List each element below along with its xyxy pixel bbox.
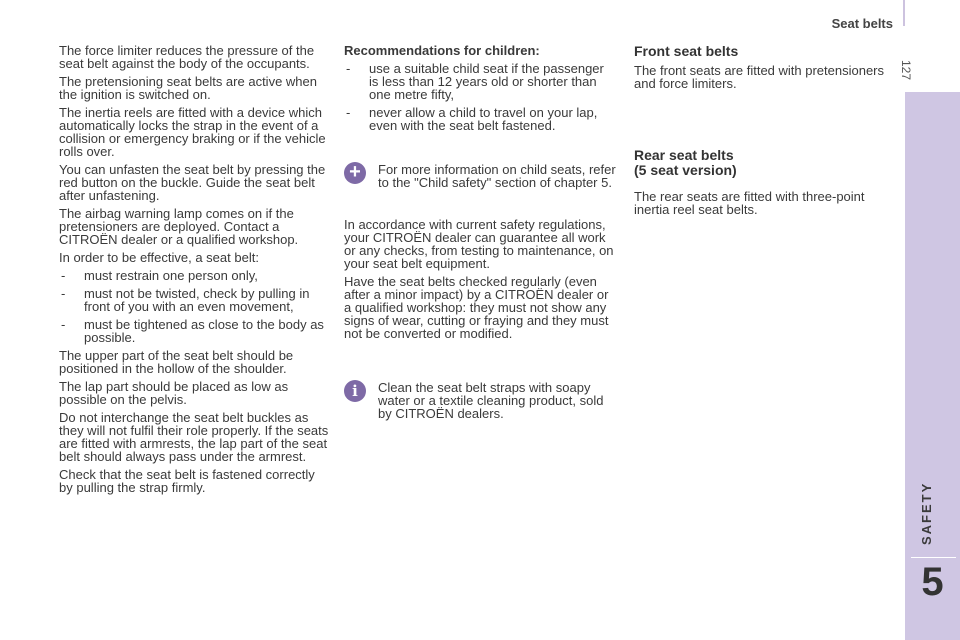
plus-icon: + (344, 162, 366, 184)
paragraph: The force limiter reduces the pressure of the seat belt against the body of the occupants. (59, 43, 315, 71)
middle-column (344, 44, 616, 420)
page-number: 127 (899, 60, 913, 81)
list-item: - must not be twisted, check by pulling in front of you with an even movement, (59, 287, 331, 313)
info-icon: i (344, 380, 366, 402)
chapter-label: SAFETY (919, 481, 934, 545)
front-seat-belts-heading: Front seat belts (634, 43, 739, 59)
paragraph: The airbag warning lamp comes on if the pretensioners are deployed. Contact a CITROËN dealer or a qualified workshop. (59, 206, 299, 247)
chapter-divider (911, 557, 956, 558)
recommendations-heading: Recommendations for children: (344, 43, 540, 58)
paragraph: You can unfasten the seat belt by pressing the red button on the buckle. Guide the seat belt after unfastening. (59, 162, 326, 203)
note-text: Clean the seat belt straps with soapy water or a textile cleaning product, sold by CITROËN dealers. (378, 380, 604, 421)
paragraph: In accordance with current safety regulations, your CITROËN dealer can guarantee all work or any checks, from testing to maintenance, on your seat belt equipment. (344, 217, 614, 271)
rear-seat-belts-heading (634, 148, 884, 178)
note-text: For more information on child seats, refer to the "Child safety" section of chapter 5. (378, 162, 616, 190)
heading-line: (5 seat version) (634, 162, 737, 178)
paragraph: In order to be effective, a seat belt: (59, 250, 259, 265)
paragraph: Check that the seat belt is fastened correctly by pulling the strap firmly. (59, 467, 315, 495)
header-divider (903, 0, 905, 26)
paragraph: Have the seat belts checked regularly (even after a minor impact) by a CITROËN dealer or a qualified workshop: they must not show any signs of wear, cutting or fraying and they must not be converted or modified. (344, 274, 609, 341)
list-item: - use a suitable child seat if the passenger is less than 12 years old or shorter than one metre fifty, (344, 62, 616, 101)
section-title: Seat belts (831, 16, 893, 31)
paragraph: The upper part of the seat belt should be positioned in the hollow of the shoulder. (59, 348, 294, 376)
cleaning-note (344, 381, 616, 420)
list-item: - must restrain one person only, (59, 269, 331, 282)
paragraph: The front seats are fitted with pretensioners and force limiters. (634, 63, 885, 91)
list-item: - never allow a child to travel on your lap, even with the seat belt fastened. (344, 106, 616, 132)
child-seat-note (344, 163, 616, 189)
paragraph: The rear seats are fitted with three-point inertia reel seat belts. (634, 189, 865, 217)
chapter-number: 5 (921, 560, 944, 604)
left-column (59, 44, 331, 499)
recommendations-list (344, 62, 616, 132)
list-item: - must be tightened as close to the body as possible. (59, 318, 331, 344)
paragraph: The pretensioning seat belts are active when the ignition is switched on. (59, 74, 317, 102)
paragraph: Do not interchange the seat belt buckles as they will not fulfil their role properly. If the seats are fitted with armrests, the lap part of the seat belt should always pass under the armrest. (59, 410, 329, 464)
paragraph: The lap part should be placed as low as possible on the pelvis. (59, 379, 289, 407)
heading-line: Rear seat belts (634, 147, 734, 163)
effectiveness-list (59, 269, 331, 344)
right-column (634, 44, 884, 221)
paragraph: The inertia reels are fitted with a device which automatically locks the strap in the event of a collision or emergency braking or if the vehicle rolls over. (59, 105, 326, 159)
